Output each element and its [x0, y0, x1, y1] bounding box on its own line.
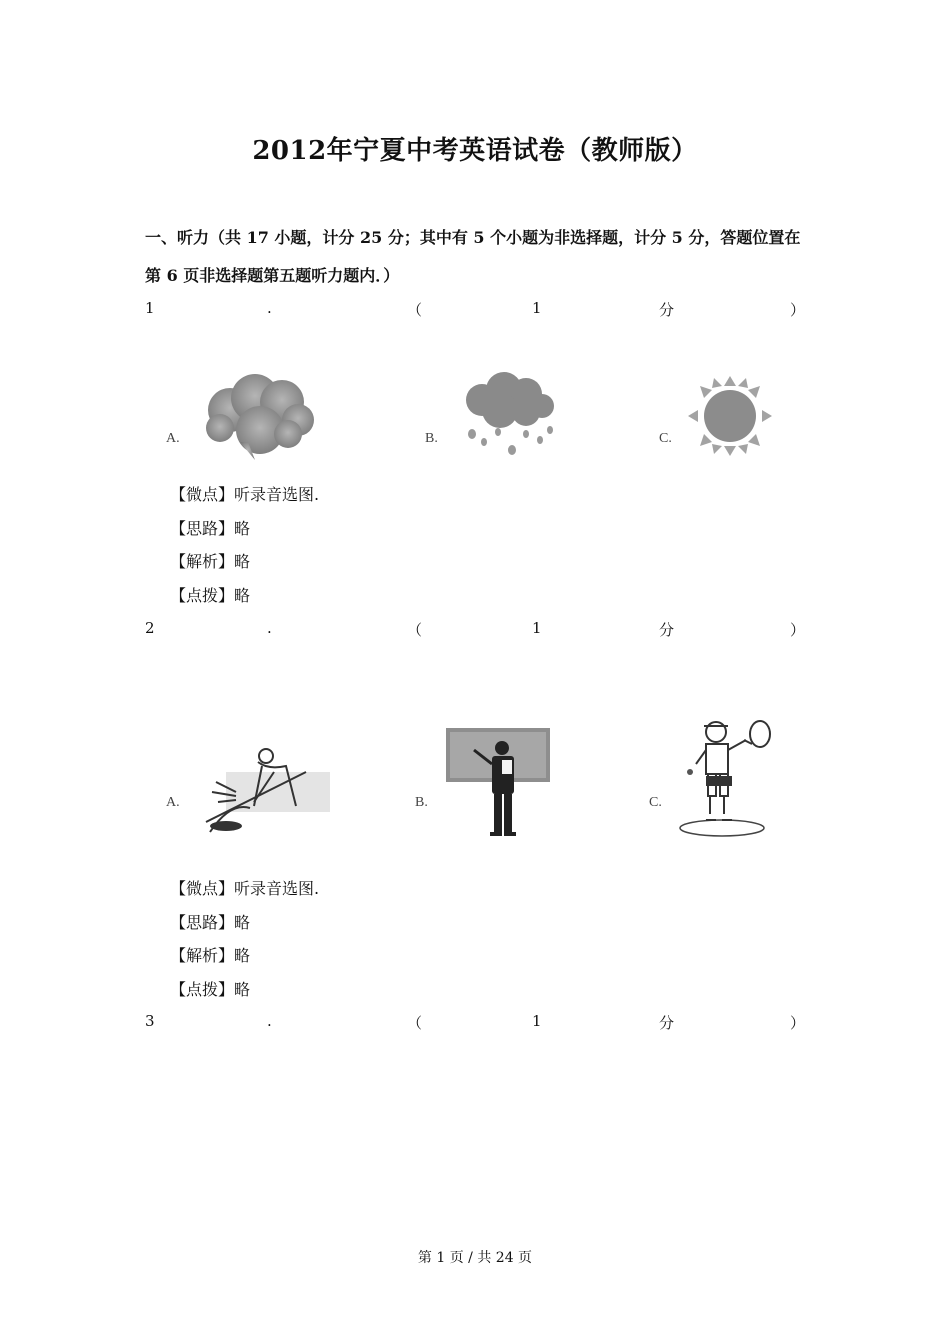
question-3-header [145, 1012, 805, 1036]
question-points: 1 [532, 619, 542, 637]
cloud-icon [200, 370, 320, 462]
question-dot: . [267, 619, 272, 637]
question-points-unit: 分 [659, 301, 675, 319]
question-left-paren: （ [407, 301, 423, 319]
question-points: 1 [532, 299, 542, 317]
question-points-unit: 分 [659, 1014, 675, 1032]
option-label-a: A. [166, 431, 180, 446]
section-heading-line-2: 第 6 页非选择题第五题听力题内．） [145, 266, 400, 285]
question-1-notes [170, 478, 319, 612]
question-points-unit: 分 [659, 621, 675, 639]
note-micro-point: 【微点】听录音选图. [170, 879, 320, 898]
tennis-player-icon [678, 714, 778, 840]
question-number: 1 [145, 299, 155, 317]
option-label-c: C. [659, 431, 672, 446]
rain-cloud-icon [460, 370, 560, 462]
question-number: 3 [145, 1012, 155, 1030]
note-micro-point: 【微点】听录音选图. [170, 485, 320, 504]
question-right-paren: ） [790, 621, 806, 639]
question-right-paren: ） [790, 301, 806, 319]
page-footer: 第 1 页 / 共 24 页 [417, 1250, 533, 1266]
option-label-c: C. [649, 795, 662, 810]
note-approach: 【思路】略 [170, 518, 251, 538]
note-tips: 【点拨】略 [170, 585, 251, 605]
note-analysis: 【解析】略 [170, 946, 251, 965]
question-right-paren: ） [790, 1014, 806, 1032]
note-tips: 【点拨】略 [170, 979, 251, 999]
question-left-paren: （ [407, 1014, 423, 1032]
section-heading [145, 219, 815, 295]
question-left-paren: （ [407, 621, 423, 639]
option-label-b: B. [415, 795, 428, 810]
question-2-header [145, 619, 805, 643]
sun-icon [678, 370, 782, 462]
sweeping-person-icon [196, 742, 332, 842]
note-analysis: 【解析】略 [170, 552, 251, 571]
teacher-blackboard-icon [444, 726, 552, 842]
option-label-b: B. [425, 431, 438, 446]
note-approach: 【思路】略 [170, 912, 251, 932]
option-label-a: A. [166, 795, 180, 810]
section-heading-line-1: 一、听力（共 17 小题，计分 25 分；其中有 5 个小题为非选择题，计分 5 分，答题位置在 [145, 228, 801, 247]
question-number: 2 [145, 619, 155, 637]
question-dot: . [267, 299, 272, 317]
question-dot: . [267, 1012, 272, 1030]
question-2-notes [170, 872, 319, 1006]
page-title: 2012年宁夏中考英语试卷（教师版） [252, 136, 698, 166]
question-1-header [145, 299, 805, 323]
question-points: 1 [532, 1012, 542, 1030]
